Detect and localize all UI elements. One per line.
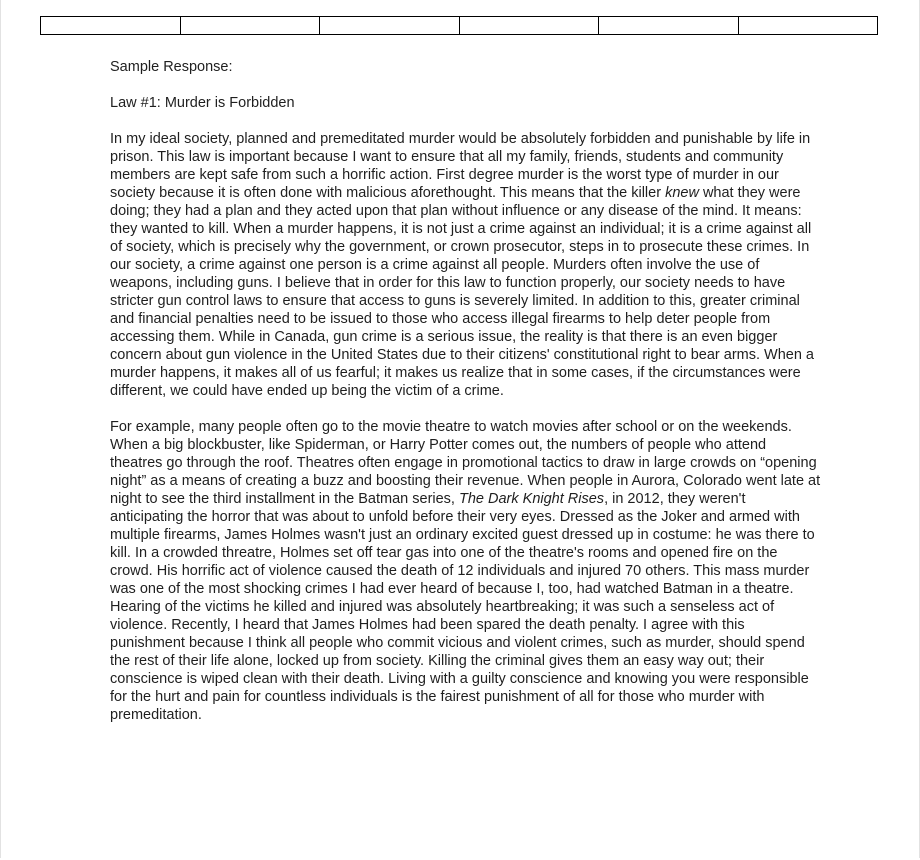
paragraph-text: what they were doing; they had a plan and they acted upon that plan without influence or any disease of the mind. It means: they wanted to kill. When a murder happens, it is not just a crime against an individual; it is a crime against all of society, which is precisely why the government, or crown prosecutor, steps in to prosecute these crimes. In our society, a crime against one person is a crime against all people. Murders often involve the use of weapons, including guns. I believe that in order for this law to function properly, our society needs to have stricter gun control laws to ensure that access to guns is severely limited. In addition to this, greater criminal and financial penalties need to be issued to those who access illegal firearms to help deter people from accessing them. While in Canada, gun crime is a serious issue, the reality is that there is an even bigger concern about gun violence in the United States due to their citizens' constitutional right to bear arms. When a murder happens, it makes all of us fearful; it makes us realize that in some cases, if the circumstances were different, we could have ended up being the victim of a crime. (110, 185, 815, 399)
document-body (110, 58, 822, 742)
table-cell[interactable] (320, 17, 460, 35)
sample-response-label: Sample Response: (110, 59, 233, 75)
header-table-row (41, 17, 878, 35)
header-table (40, 16, 878, 35)
law-title: Law #1: Murder is Forbidden (110, 95, 295, 111)
table-cell[interactable] (599, 17, 739, 35)
body-paragraph-2 (110, 418, 822, 724)
table-cell[interactable] (459, 17, 599, 35)
paragraph-text: In my ideal society, planned and premeditated murder would be absolutely forbidden and punishable by life in prison. This law is important because I want to ensure that all my family, friends, students and community members are kept safe from such a horrific action. First degree murder is the worst type of murder in our society because it is often done with malicious aforethought. This means that the killer (110, 131, 811, 201)
table-cell[interactable] (180, 17, 320, 35)
paragraph-text: , in 2012, they weren't anticipating the horror that was about to unfold before their very eyes. Dressed as the Joker and armed with multiple firearms, James Holmes wasn't just an ordinary excited guest dressed up in costume: he was there to kill. In a crowded threatre, Holmes set off tear gas into one of the theatre's rooms and opened fire on the crowd. His horrific act of violence caused the death of 12 individuals and injured 70 others. This mass murder was one of the most shocking crimes I had ever heard of because I, too, had watched Batman in a theatre. Hearing of the victims he killed and injured was absolutely heartbreaking; it was such a senseless act of violence. Recently, I heard that James Holmes had been spared the death penalty. I agree with this punishment because I think all people who commit vicious and violent crimes, such as murder, should spend the rest of their life alone, locked up from society. Killing the criminal gives them an easy way out; their conscience is wiped clean with their death. Living with a guilty conscience and knowing you were responsible for the hurt and pain for countless individuals is the fairest punishment of all for those who murder with premeditation. (110, 491, 815, 723)
body-paragraph-1 (110, 130, 822, 400)
movie-title: The Dark Knight Rises (459, 491, 605, 507)
table-cell[interactable] (738, 17, 878, 35)
table-cell[interactable] (41, 17, 181, 35)
italic-emphasis: knew (665, 185, 699, 201)
paragraph-text: For example, many people often go to the movie theatre to watch movies after school or on the weekends. When a big blockbuster, like Spiderman, or Harry Potter comes out, the numbers of people who attend theatres go through the roof. Theatres often engage in promotional tactics to draw in large crowds on “opening night” as a means of creating a buzz and boosting their revenue. When people in Aurora, Colorado went late at night to see the third installment in the Batman series, (110, 419, 821, 507)
